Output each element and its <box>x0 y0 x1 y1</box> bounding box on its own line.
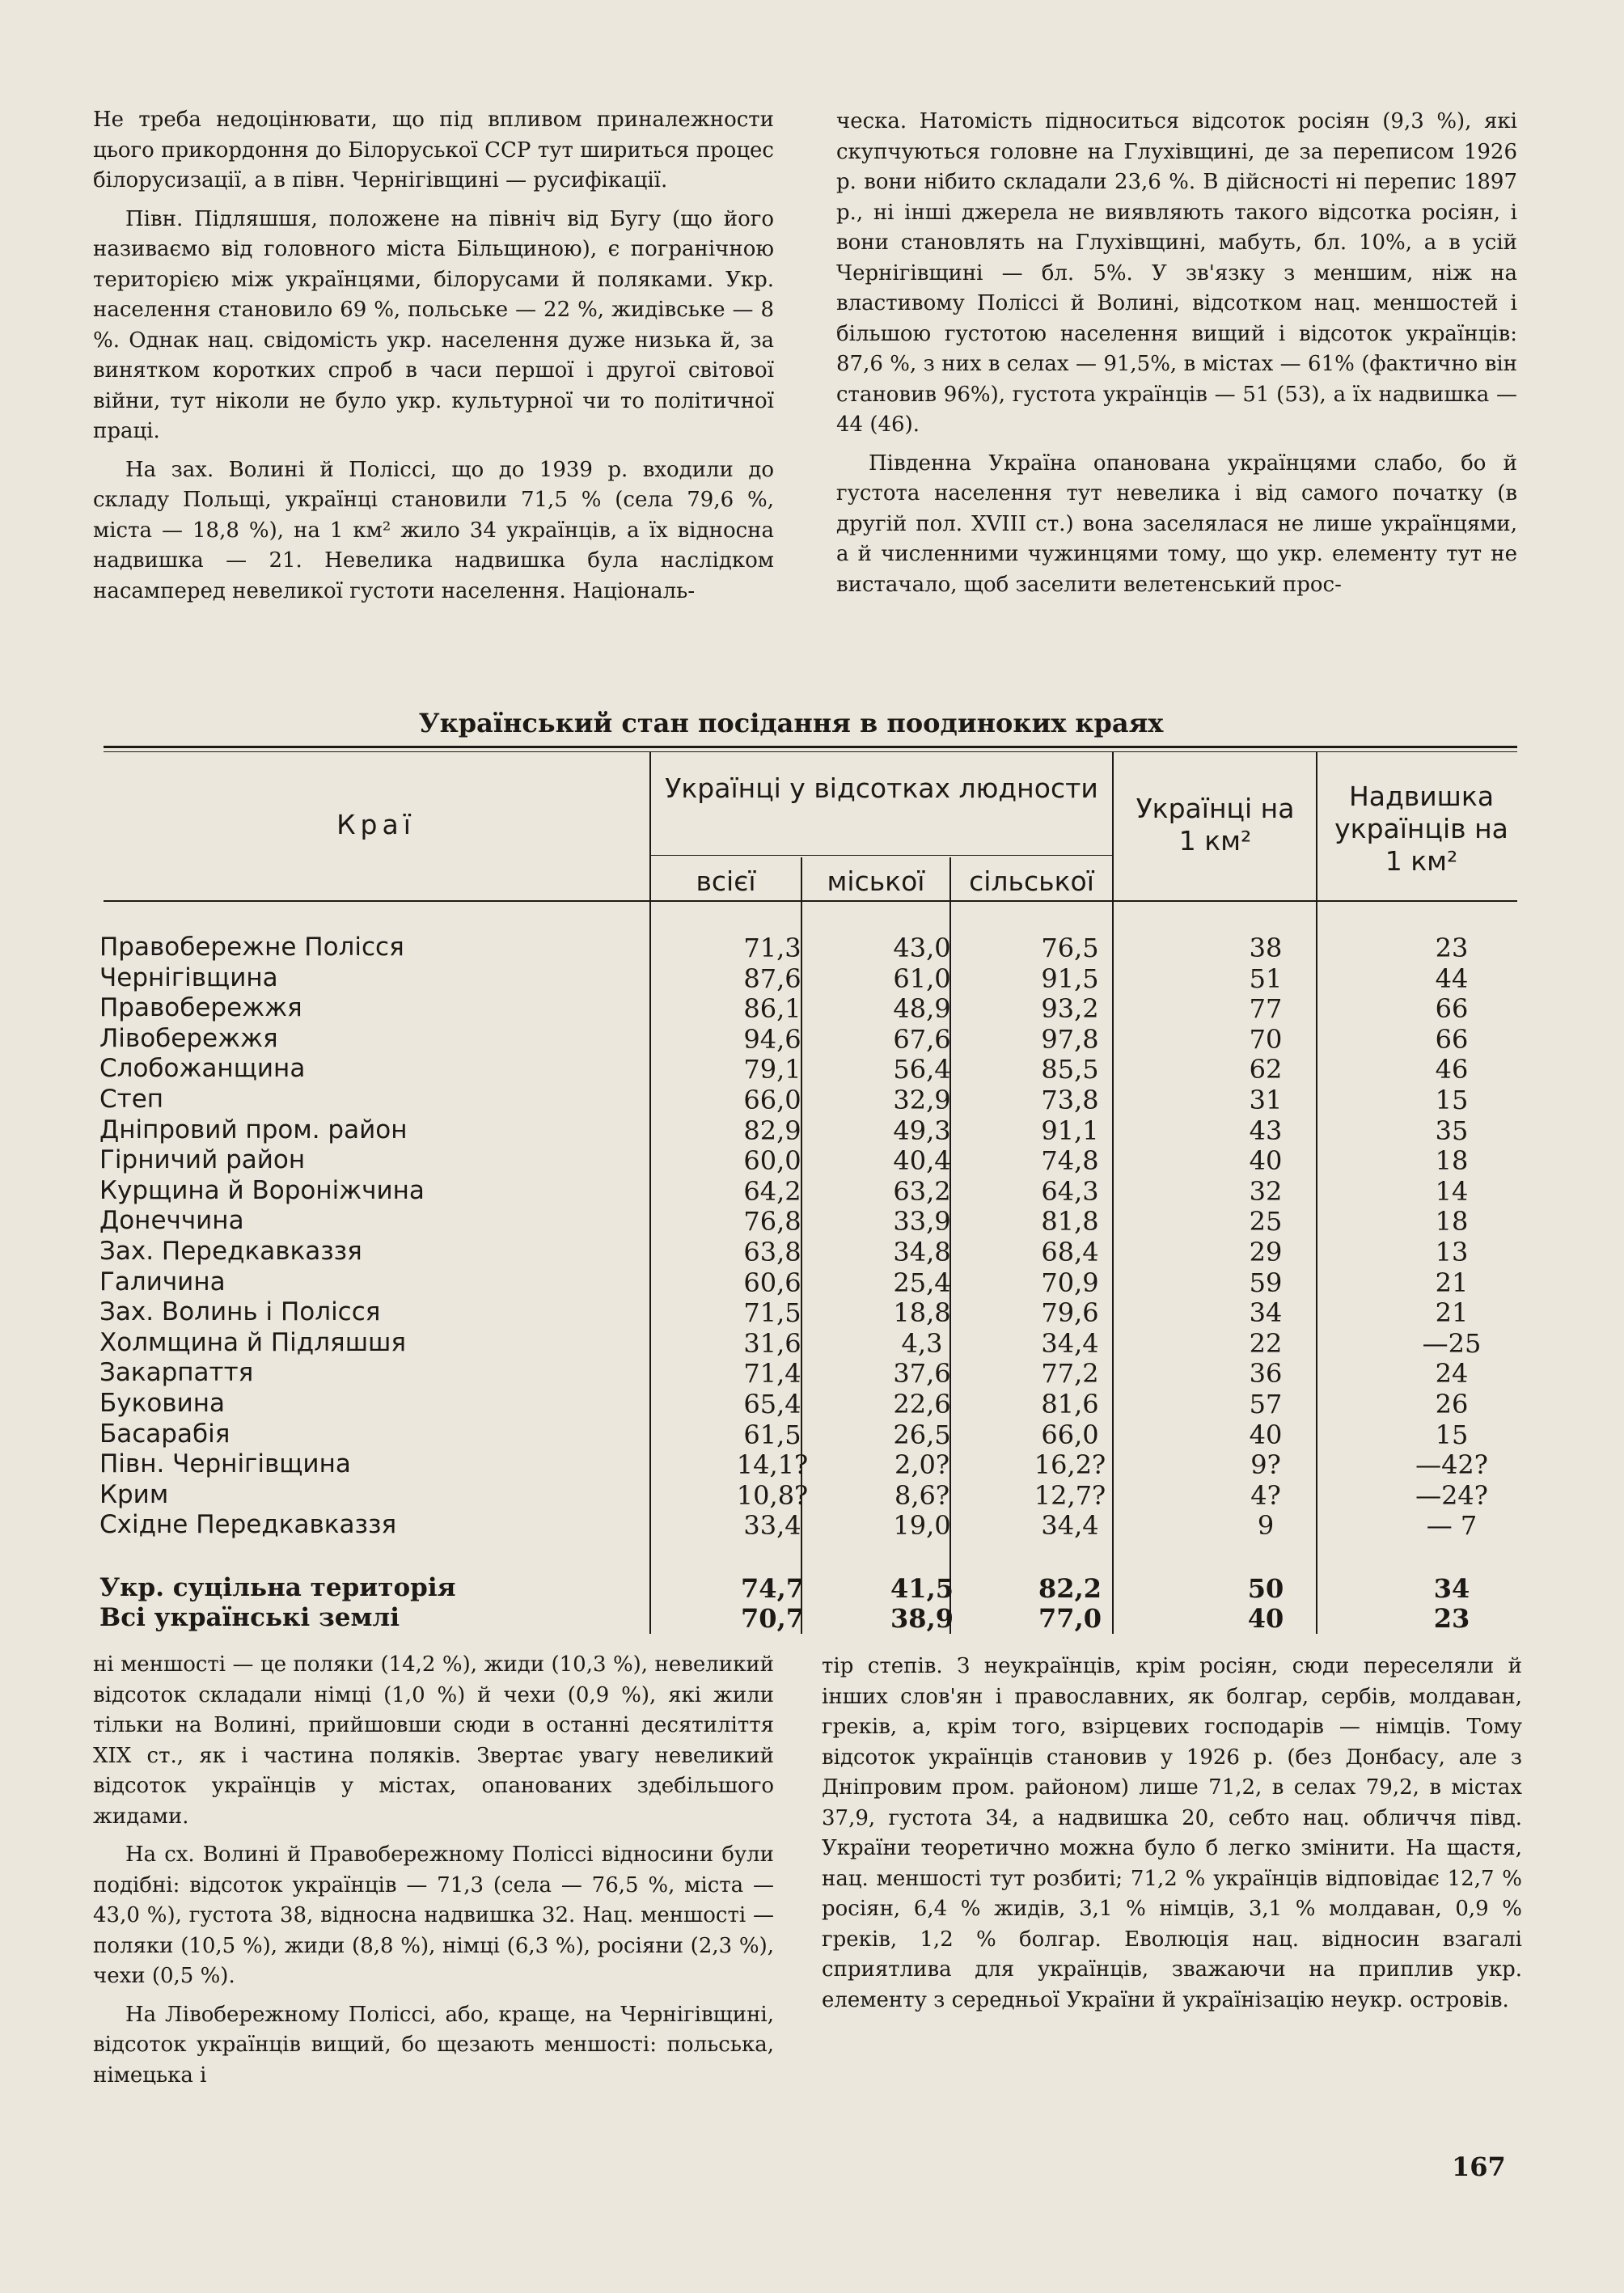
value-cell: 37,6 <box>893 1358 951 1390</box>
value-cell: 19,0 <box>893 1510 951 1542</box>
value-cell: 40 <box>1249 1419 1283 1450</box>
paragraph: Південна Україна опанована українцями слабо, бо й густота населення тут невелика і від самого початку (в другій пол. XVIII ст.) вона заселялася не лише українцями, а й численними чужинцями тому, що укр. елементу тут не вистачало, щоб заселити велетенський прос- <box>836 451 1517 597</box>
value-cell: 82,2 <box>1038 1572 1102 1604</box>
paragraph: На Лівобережному Поліссі, або, краще, на Чернігівщині, відсоток українців вищий, бо щезають меншості: польська, німецька і <box>93 2002 774 2088</box>
value-cell: 76,8 <box>743 1206 801 1237</box>
value-cell: 2,0? <box>894 1449 950 1481</box>
value-cell: 82,9 <box>743 1115 801 1146</box>
value-cell: 36 <box>1249 1358 1283 1390</box>
value-cell: 14,1? <box>736 1449 809 1481</box>
table-top-rule <box>104 746 1517 748</box>
region-cell: Півн. Чернігівщина <box>99 1449 351 1479</box>
table-row <box>93 1358 1525 1389</box>
table-row <box>93 1115 1525 1146</box>
table-total-row <box>93 1603 1525 1634</box>
value-cell: 50 <box>1247 1572 1284 1604</box>
value-cell: 23 <box>1435 933 1469 963</box>
page-number: 167 <box>1452 2151 1506 2182</box>
header-surplus: Надвишка українців на 1 км² <box>1334 781 1508 877</box>
table-row <box>93 1024 1525 1055</box>
header-bottom-rule <box>104 900 1517 902</box>
table-row <box>93 1510 1525 1541</box>
value-cell: 74,7 <box>741 1572 804 1604</box>
value-cell: 71,4 <box>743 1358 801 1390</box>
value-cell: 33,9 <box>893 1206 951 1237</box>
value-cell: 14 <box>1435 1175 1469 1207</box>
value-cell: 16,2? <box>1034 1449 1106 1481</box>
paragraph: ні меншості — це поляки (14,2 %), жиди (10,3 %), невеликий відсоток складали німці (1,0 %) й чехи (0,9 %), які жили тільки на Волині, прийшовши сюди в останні десятиліття XIX ст., як і частина поляків. Звертає увагу невеликий відсоток українців у містах, опанованих здебільшого жидами. <box>93 1652 774 1829</box>
value-cell: 77,2 <box>1041 1358 1099 1390</box>
value-cell: 67,6 <box>893 1023 951 1055</box>
region-cell: Крим <box>99 1479 169 1509</box>
value-cell: 40 <box>1247 1603 1284 1635</box>
value-cell: 70,7 <box>741 1603 804 1635</box>
value-cell: 73,8 <box>1041 1084 1099 1115</box>
value-cell: 43,0 <box>893 933 951 963</box>
value-cell: 43 <box>1249 1115 1283 1146</box>
value-cell: 93,2 <box>1041 993 1099 1025</box>
value-cell: 86,1 <box>743 993 801 1025</box>
value-cell: 79,1 <box>743 1054 801 1085</box>
value-cell: 77 <box>1249 993 1283 1025</box>
header-rural: сільської <box>969 865 1094 897</box>
value-cell: 51 <box>1249 962 1283 994</box>
value-cell: 68,4 <box>1041 1236 1099 1267</box>
value-cell: 66 <box>1435 1023 1469 1055</box>
table-total-row <box>93 1573 1525 1604</box>
value-cell: 41,5 <box>890 1572 954 1604</box>
header-region: Краї <box>336 809 416 840</box>
paragraph: тір степів. З неукраїнців, крім росіян, сюди переселяли й інших слов'ян і православних, як болгар, сербів, молдаван, греків, а, крім того, взірцевих господарів — німців. Тому відсоток українців становив у 1926 р. (без Донбасу, але з Дніпровим пром. районом) лише 71,2, в селах 79,2, в містах 37,9, густота 34, а надвишка 20, себто нац. обличчя півд. України теоретично можна було б легко змінити. На щастя, нац. меншості тут розбиті; 71,2 % українців відповідає 12,7 % росіян, 6,4 % жидів, 3,1 % німців, 3,1 % молдаван, 0,9 % греків, 1,2 % болгар. Еволюція нац. відносин взагалі сприятлива для українців, зважаючи на приплив укр. елементу з середньої України й українізацію неукр. островів. <box>822 1654 1522 2012</box>
value-cell: 33,4 <box>743 1510 801 1542</box>
region-cell: Галичина <box>99 1267 226 1297</box>
value-cell: 91,1 <box>1041 1115 1099 1146</box>
value-cell: 85,5 <box>1041 1054 1099 1085</box>
value-cell: 22,6 <box>893 1388 951 1419</box>
value-cell: 59 <box>1249 1267 1283 1298</box>
region-cell: Укр. суцільна територія <box>99 1572 456 1602</box>
value-cell: 23 <box>1433 1603 1470 1635</box>
value-cell: 32,9 <box>893 1084 951 1115</box>
header-percent: Українці у відсотках людности <box>665 772 1098 804</box>
value-cell: 4,3 <box>901 1327 943 1359</box>
value-cell: 81,8 <box>1041 1206 1099 1237</box>
value-cell: 64,2 <box>743 1175 801 1207</box>
value-cell: 15 <box>1435 1084 1469 1115</box>
value-cell: —42? <box>1415 1449 1488 1481</box>
table-row <box>93 1297 1525 1328</box>
region-cell: Курщина й Вороніжчина <box>99 1175 425 1205</box>
table-row <box>93 933 1525 963</box>
value-cell: 70 <box>1249 1023 1283 1055</box>
value-cell: 74,8 <box>1041 1145 1099 1177</box>
value-cell: —25 <box>1422 1327 1482 1359</box>
value-cell: 34 <box>1249 1297 1283 1329</box>
value-cell: 49,3 <box>893 1115 951 1146</box>
value-cell: 34,8 <box>893 1236 951 1267</box>
value-cell: 63,2 <box>893 1175 951 1207</box>
region-cell: Басарабія <box>99 1419 230 1449</box>
region-cell: Східне Передкавказзя <box>99 1510 397 1540</box>
value-cell: 38,9 <box>890 1603 954 1635</box>
region-cell: Холмщина й Підляшшя <box>99 1327 407 1357</box>
value-cell: 62 <box>1249 1054 1283 1085</box>
value-cell: 13 <box>1435 1236 1469 1267</box>
value-cell: 76,5 <box>1041 933 1099 963</box>
table-row <box>93 1328 1525 1359</box>
right-column-top <box>836 107 1517 608</box>
table-title: Український стан посідання в поодиноких краях <box>418 708 1164 738</box>
value-cell: 21 <box>1435 1267 1469 1298</box>
value-cell: 18,8 <box>893 1297 951 1329</box>
region-cell: Слобожанщина <box>99 1054 306 1084</box>
value-cell: 32 <box>1249 1175 1283 1207</box>
table-row <box>93 1054 1525 1085</box>
table-row <box>93 993 1525 1024</box>
region-cell: Степ <box>99 1084 164 1114</box>
value-cell: 66,0 <box>743 1084 801 1115</box>
value-cell: 64,3 <box>1041 1175 1099 1207</box>
value-cell: 60,6 <box>743 1267 801 1298</box>
value-cell: 18 <box>1435 1145 1469 1177</box>
value-cell: 34,4 <box>1041 1510 1099 1542</box>
table-row <box>93 1085 1525 1115</box>
region-cell: Буковина <box>99 1388 225 1418</box>
value-cell: 34 <box>1433 1572 1470 1604</box>
value-cell: 18 <box>1435 1206 1469 1237</box>
left-column-bottom <box>93 1650 774 2099</box>
table-row <box>93 963 1525 994</box>
value-cell: 77,0 <box>1038 1603 1102 1635</box>
value-cell: 66,0 <box>1041 1419 1099 1450</box>
table-body <box>93 933 1525 1634</box>
value-cell: 48,9 <box>893 993 951 1025</box>
value-cell: 21 <box>1435 1297 1469 1329</box>
value-cell: 61,0 <box>893 962 951 994</box>
value-cell: 91,5 <box>1041 962 1099 994</box>
table-row <box>93 1449 1525 1480</box>
table-row <box>93 1176 1525 1207</box>
value-cell: 38 <box>1249 933 1283 963</box>
region-cell: Лівобережжя <box>99 1023 278 1053</box>
value-cell: 61,5 <box>743 1419 801 1450</box>
region-cell: Дніпровий пром. район <box>99 1115 408 1144</box>
value-cell: 71,3 <box>743 933 801 963</box>
table-spacer <box>93 1541 1525 1573</box>
paragraph: Не треба недоцінювати, що під впливом приналежности цього прикордоння до Білоруської ССР тут шириться процес білорусизації, а в півн. Чернігівщині — русифікації. <box>93 108 774 192</box>
value-cell: 44 <box>1435 962 1469 994</box>
value-cell: 24 <box>1435 1358 1469 1390</box>
value-cell: 60,0 <box>743 1145 801 1177</box>
region-cell: Всі українські землі <box>99 1603 400 1633</box>
region-cell: Правобережне Полісся <box>99 933 404 962</box>
table-row <box>93 1419 1525 1450</box>
value-cell: 71,5 <box>743 1297 801 1329</box>
table-top-rule-thin <box>104 751 1517 752</box>
value-cell: 25 <box>1249 1206 1283 1237</box>
paragraph: ческа. Натомість підноситься відсоток росіян (9,3 %), які скупчуються головне на Глухівщині, де за переписом 1926 р. вони нібито складали 23,6 %. В дійсності ні перепис 1897 р., ні інші джерела не виявляють такого відсотка росіян, і вони становлять на Глухівщині, мабуть, бл. 10%, а в усій Чернігівщині — бл. 5%. У зв'язку з меншим, ніж на властивому Поліссі й Волині, відсотком нац. меншостей і більшою густотою населення вищий і відсоток українців: 87,6 %, з них в селах — 91,5%, в містах — 61% (фактично він становив 96%), густота українців — 51 (53), а їх надвишка — 44 (46). <box>836 109 1517 437</box>
value-cell: 31 <box>1249 1084 1283 1115</box>
table-row <box>93 1237 1525 1267</box>
region-cell: Правобережжя <box>99 993 302 1023</box>
value-cell: 40 <box>1249 1145 1283 1177</box>
value-cell: 65,4 <box>743 1388 801 1419</box>
value-cell: 40,4 <box>893 1145 951 1177</box>
value-cell: 94,6 <box>743 1023 801 1055</box>
value-cell: 12,7? <box>1034 1479 1106 1511</box>
table-row <box>93 1267 1525 1298</box>
value-cell: 22 <box>1249 1327 1283 1359</box>
value-cell: 87,6 <box>743 962 801 994</box>
value-cell: 46 <box>1435 1054 1469 1085</box>
region-cell: Закарпаття <box>99 1358 254 1388</box>
value-cell: 26 <box>1435 1388 1469 1419</box>
value-cell: 15 <box>1435 1419 1469 1450</box>
value-cell: 9 <box>1257 1510 1275 1542</box>
header-total: всієї <box>696 865 756 897</box>
table-row <box>93 1389 1525 1419</box>
value-cell: 29 <box>1249 1236 1283 1267</box>
value-cell: 63,8 <box>743 1236 801 1267</box>
value-cell: 10,8? <box>736 1479 809 1511</box>
table-row <box>93 1480 1525 1511</box>
region-cell: Чернігівщина <box>99 962 278 992</box>
value-cell: 26,5 <box>893 1419 951 1450</box>
region-cell: Донеччина <box>99 1206 244 1236</box>
value-cell: 66 <box>1435 993 1469 1025</box>
value-cell: 70,9 <box>1041 1267 1099 1298</box>
left-column-top <box>93 105 774 615</box>
value-cell: 34,4 <box>1041 1327 1099 1359</box>
region-cell: Зах. Передкавказзя <box>99 1236 362 1266</box>
value-cell: 97,8 <box>1041 1023 1099 1055</box>
table-row <box>93 1145 1525 1176</box>
paragraph: На сх. Волині й Правобережному Поліссі відносини були подібні: відсоток українців — 71,3 (села — 76,5 %, міста — 43,0 %), густота 38, відносна надвишка 32. Нац. меншості — поляки (10,5 %), жиди (8,8 %), німці (6,3 %), росіяни (2,3 %), чехи (0,5 %). <box>93 1842 774 1988</box>
value-cell: 79,6 <box>1041 1297 1099 1329</box>
value-cell: 56,4 <box>893 1054 951 1085</box>
value-cell: —24? <box>1415 1479 1488 1511</box>
region-cell: Гірничий район <box>99 1145 306 1175</box>
value-cell: 57 <box>1249 1388 1283 1419</box>
header-urban: міської <box>827 865 925 897</box>
value-cell: 31,6 <box>743 1327 801 1359</box>
value-cell: 8,6? <box>894 1479 950 1511</box>
value-cell: 35 <box>1435 1115 1469 1146</box>
paragraph: На зах. Волині й Поліссі, що до 1939 р. входили до складу Польщі, українці становили 71,5 % (села 79,6 %, міста — 18,8 %), на 1 км² жило 34 українців, а їх відносна надвишка — 21. Невелика надвишка була наслідком насамперед невеликої густоти населення. Національ- <box>93 457 774 603</box>
value-cell: 81,6 <box>1041 1388 1099 1419</box>
value-cell: 4? <box>1250 1479 1281 1511</box>
paragraph: Півн. Підляшшя, положене на північ від Бугу (що його називаємо від головного міста Більщиною), є погранічною територією між українцями, білорусами й поляками. Укр. населення становило 69 %, польське — 22 %, жидівське — 8 %. Однак нац. свідомість укр. населення дуже низька й, за винятком коротких спроб в часи першої і другої світової війни, тут ніколи не було укр. культурної чи то політичної праці. <box>93 206 774 443</box>
value-cell: 9? <box>1250 1449 1281 1481</box>
table-row <box>93 1206 1525 1237</box>
region-cell: Зах. Волинь і Полісся <box>99 1297 381 1327</box>
value-cell: — 7 <box>1426 1510 1478 1542</box>
header-density: Українці на 1 км² <box>1136 793 1295 857</box>
right-column-bottom <box>822 1652 1522 2024</box>
value-cell: 25,4 <box>893 1267 951 1298</box>
header-divider <box>651 855 1112 856</box>
